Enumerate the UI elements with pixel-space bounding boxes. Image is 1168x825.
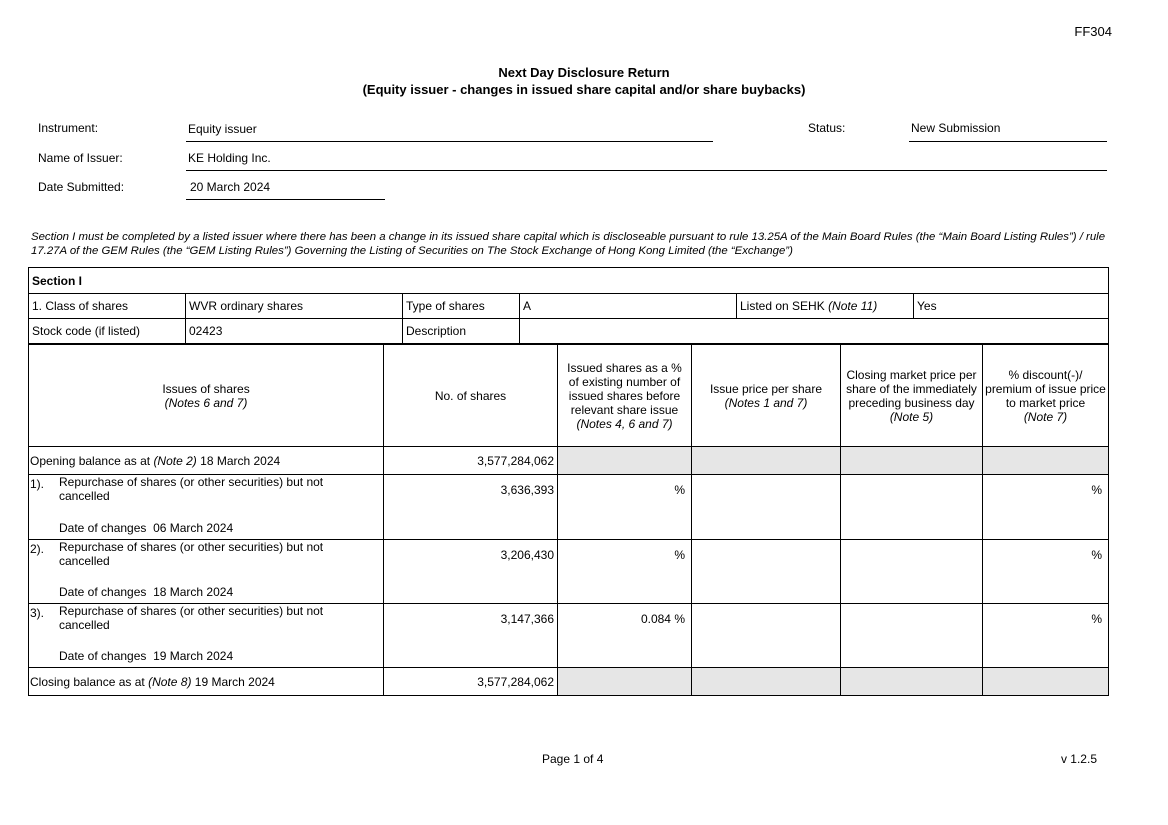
- row-price: [692, 540, 841, 604]
- date-changes-label: Date of changes: [59, 585, 147, 599]
- listed-value: Yes: [914, 294, 1109, 319]
- listed-label: Listed on SEHK: [740, 299, 825, 313]
- row-price: [692, 475, 841, 540]
- class-value: WVR ordinary shares: [186, 294, 403, 319]
- section-info-table: [28, 267, 1109, 344]
- row-pct: %: [558, 475, 692, 540]
- date-changes-label: Date of changes: [59, 649, 147, 663]
- issuer-value: KE Holding Inc.: [188, 151, 271, 165]
- share-changes-table: [28, 344, 1109, 696]
- date-changes-value: 18 March 2024: [153, 585, 234, 599]
- description-value: [520, 319, 1109, 344]
- version-label: v 1.2.5: [1060, 752, 1097, 766]
- col-issues: [29, 345, 384, 447]
- instrument-value: Equity issuer: [188, 122, 257, 136]
- table-header-row: [29, 345, 1109, 447]
- col-disc: [983, 345, 1109, 447]
- col-pct-note: (Notes 4, 6 and 7): [576, 416, 673, 431]
- page-number: Page 1 of 4: [542, 752, 604, 766]
- shaded-cell: [841, 447, 983, 475]
- row-disc: %: [983, 540, 1109, 604]
- shaded-cell: [841, 668, 983, 696]
- type-label: Type of shares: [403, 294, 520, 319]
- col-no-shares: No. of shares: [384, 345, 558, 447]
- col-close: [841, 345, 983, 447]
- row-description: Repurchase of shares (or other securities) but not cancelled: [59, 475, 324, 503]
- date-changes-label: Date of changes: [59, 521, 147, 535]
- col-price-title: Issue price per share: [709, 381, 823, 396]
- stock-code-value: 02423: [186, 319, 403, 344]
- col-price: [692, 345, 841, 447]
- closing-label: Closing balance as at: [30, 674, 145, 689]
- col-issues-title: Issues of shares: [162, 381, 250, 396]
- row-disc: %: [983, 604, 1109, 668]
- date-changes-value: 06 March 2024: [153, 521, 234, 535]
- closing-shares: 3,577,284,062: [384, 668, 558, 696]
- instrument-label: Instrument:: [38, 121, 99, 135]
- section-intro-text: Section I must be completed by a listed issuer where there has been a change in its issued share capital which is discloseable pursuant to rule 13.25A of the Main Board Rules (the “Main Board Listing Rules”) / rule 17.27A of the GEM Rules (the “GEM Listing Rules”) Governing the Listing of Securities on The Stock Exchange of Hong Kong Limited (the “Exchange”): [31, 231, 1106, 257]
- row-shares: 3,636,393: [384, 475, 558, 540]
- opening-label: Opening balance as at: [30, 453, 151, 468]
- shaded-cell: [983, 668, 1109, 696]
- row-shares: 3,147,366: [384, 604, 558, 668]
- opening-label-cell: [29, 447, 384, 475]
- shaded-cell: [558, 447, 692, 475]
- date-submitted-value: 20 March 2024: [190, 180, 271, 194]
- page-subtitle: (Equity issuer - changes in issued share capital and/or share buybacks): [362, 82, 806, 97]
- status-value: New Submission: [911, 121, 1001, 135]
- row-close: [841, 475, 983, 540]
- row-close: [841, 540, 983, 604]
- issuer-label: Name of Issuer:: [38, 151, 123, 165]
- closing-date: 19 March 2024: [194, 674, 275, 689]
- shaded-cell: [983, 447, 1109, 475]
- col-price-note: (Notes 1 and 7): [724, 395, 808, 410]
- listed-label-cell: [737, 294, 914, 319]
- date-submitted-label: Date Submitted:: [38, 180, 125, 194]
- row-close: [841, 604, 983, 668]
- status-label: Status:: [808, 121, 846, 135]
- closing-label-cell: [29, 668, 384, 696]
- type-value: A: [520, 294, 737, 319]
- col-disc-note: (Note 7): [1023, 409, 1068, 424]
- opening-shares: 3,577,284,062: [384, 447, 558, 475]
- issuer-underline: [186, 170, 1107, 171]
- closing-note: (Note 8): [148, 674, 192, 689]
- row-pct: 0.084 %: [558, 604, 692, 668]
- shaded-cell: [558, 668, 692, 696]
- col-close-note: (Note 5): [889, 409, 934, 424]
- table-row: [29, 475, 1109, 540]
- row-index: 3).: [30, 606, 45, 620]
- date-underline: [186, 199, 385, 200]
- row-index: 2).: [30, 542, 45, 556]
- table-row: [29, 604, 1109, 668]
- closing-balance-row: [29, 668, 1109, 696]
- row-date-of-changes: [59, 521, 233, 535]
- description-label: Description: [403, 319, 520, 344]
- stock-code-label: Stock code (if listed): [29, 319, 186, 344]
- col-disc-title: % discount(-)/ premium of issue price to market price: [985, 367, 1106, 410]
- listed-note: (Note 11): [828, 299, 878, 313]
- col-issues-note: (Notes 6 and 7): [164, 395, 248, 410]
- row-date-of-changes: [59, 649, 233, 663]
- row-index: 1).: [30, 477, 45, 491]
- row-pct: %: [558, 540, 692, 604]
- row-issue-cell: [29, 475, 384, 540]
- row-price: [692, 604, 841, 668]
- row-disc: %: [983, 475, 1109, 540]
- opening-date: 18 March 2024: [200, 453, 281, 468]
- row-issue-cell: [29, 540, 384, 604]
- opening-balance-row: [29, 447, 1109, 475]
- shaded-cell: [692, 668, 841, 696]
- class-label: 1. Class of shares: [29, 294, 186, 319]
- form-code: FF304: [1074, 24, 1112, 39]
- col-pct: [558, 345, 692, 447]
- table-row: [29, 540, 1109, 604]
- col-close-title: Closing market price per share of the immediately preceding business day: [846, 367, 977, 410]
- row-shares: 3,206,430: [384, 540, 558, 604]
- page-title: Next Day Disclosure Return: [498, 65, 670, 80]
- col-pct-title: Issued shares as a % of existing number of issued shares before relevant share issue: [567, 360, 682, 417]
- row-description: Repurchase of shares (or other securities) but not cancelled: [59, 604, 324, 632]
- shaded-cell: [692, 447, 841, 475]
- row-description: Repurchase of shares (or other securities) but not cancelled: [59, 540, 324, 568]
- instrument-underline: [186, 141, 713, 142]
- opening-note: (Note 2): [153, 453, 197, 468]
- row-issue-cell: [29, 604, 384, 668]
- date-changes-value: 19 March 2024: [153, 649, 234, 663]
- section-title: Section I: [29, 268, 1109, 294]
- row-date-of-changes: [59, 585, 233, 599]
- status-underline: [909, 141, 1107, 142]
